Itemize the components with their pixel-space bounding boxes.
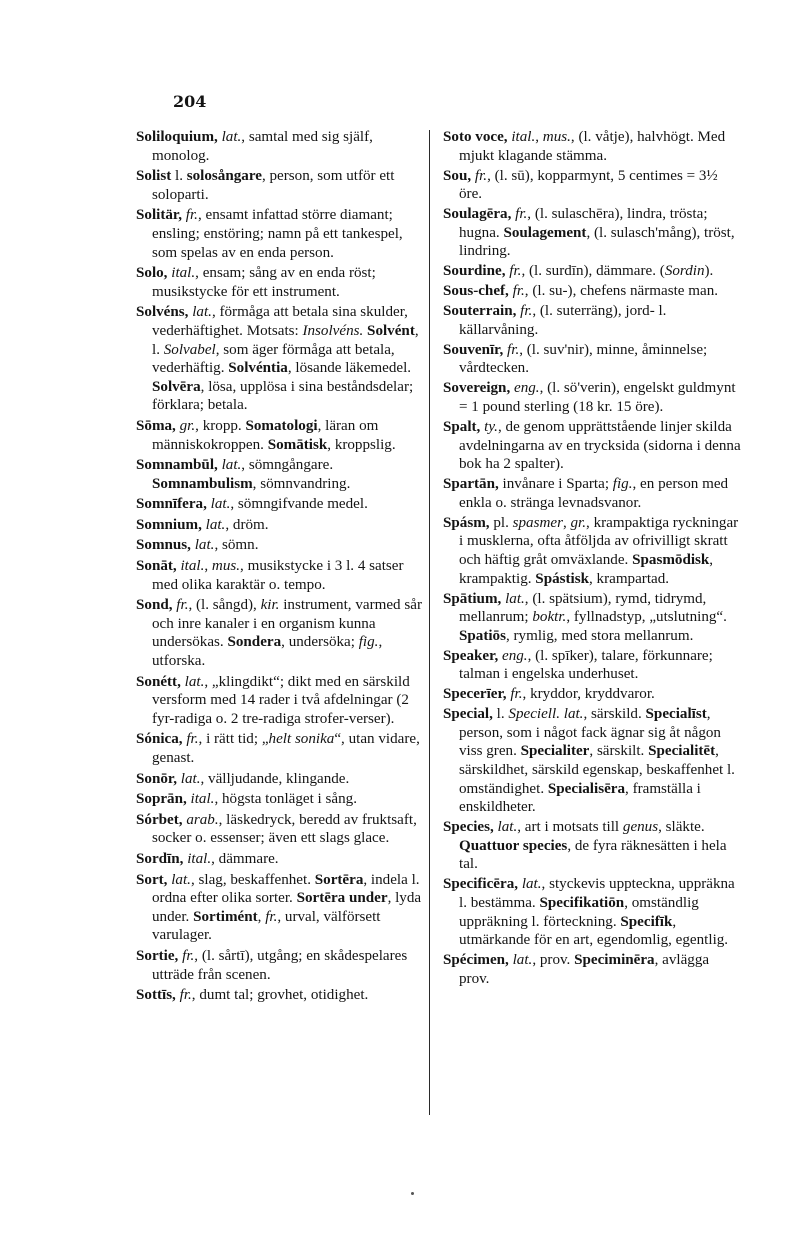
definition-text: , ensam; sång av en enda röst; musikstycke för ett instrument. — [152, 265, 376, 300]
dictionary-entry — [443, 514, 743, 588]
italic-text: fr. — [515, 206, 528, 223]
definition-text: , kropp. — [195, 417, 246, 434]
italic-text: fr. — [509, 263, 522, 280]
italic-text: Solvabel — [163, 341, 216, 358]
italic-text: lat. — [497, 819, 518, 836]
definition-text: , (l. sårtī), utgång; en skådespelares utträde från scenen. — [152, 947, 408, 983]
headword: Solvéntia — [228, 360, 288, 377]
headword: Sordīn, — [136, 850, 184, 867]
headword: Somnīfera, — [136, 496, 207, 513]
dictionary-entry — [136, 730, 426, 767]
italic-text: fr. — [265, 908, 278, 925]
definition-text: , (l. spätsium), rymd, tidrymd, mellanrum; — [459, 590, 707, 626]
headword: Soulagēra, — [443, 206, 512, 223]
headword: Soulagement — [503, 224, 587, 241]
italic-text: ital. — [171, 265, 196, 282]
definition-text: , — [204, 558, 212, 575]
dictionary-entry — [443, 590, 743, 646]
headword: solosångare — [186, 168, 262, 185]
headword: Sonétt, — [136, 673, 181, 690]
headword: Somnambulism — [152, 475, 253, 492]
definition-text: pl. — [489, 514, 513, 531]
definition-text: , omständlig uppräkning l. förteckning. — [459, 895, 699, 930]
headword: Solitär, — [136, 207, 182, 224]
dictionary-entry — [136, 947, 426, 984]
italic-text: fr. — [185, 207, 198, 224]
definition-text: , krampartad. — [589, 570, 670, 587]
definition-text: , l. — [152, 322, 419, 358]
headword: Soto voce, — [443, 129, 508, 145]
headword: Somnium, — [136, 516, 202, 533]
definition-text: , läran om människokroppen. — [152, 417, 379, 453]
definition-text: , läskedryck, beredd av fruktsaft, socker o. essenser; även ett slags glace. — [152, 811, 417, 847]
headword: Speciminēra — [574, 952, 655, 969]
definition-text: instrument, varmed sår och inre kanaler i en organism kunna undersökas. — [152, 597, 422, 651]
dictionary-entry — [443, 685, 743, 704]
italic-text: lat. — [221, 129, 242, 145]
italic-text: fig. — [612, 476, 633, 493]
headword: Quattuor species — [459, 837, 568, 854]
dictionary-entry — [136, 850, 426, 869]
dictionary-entry — [443, 875, 743, 949]
headword: Solvēra — [152, 378, 201, 395]
dictionary-entry — [136, 986, 426, 1005]
dictionary-entry — [443, 167, 743, 204]
italic-text: lat. — [512, 952, 533, 969]
dictionary-entry — [136, 596, 426, 670]
italic-text: ital. — [180, 558, 205, 575]
headword: Specialiter — [520, 743, 590, 760]
italic-text: lat. — [521, 876, 542, 893]
headword: Spātium, — [443, 590, 502, 607]
definition-text: , dämmare. — [211, 850, 279, 867]
definition-text: , — [257, 908, 266, 925]
headword: Specialitēt — [648, 743, 716, 760]
headword: Sondera — [227, 634, 282, 651]
definition-text: , (l. sulaschēra), lindra, trösta; hugna. — [459, 206, 708, 241]
headword: Spécimen, — [443, 952, 509, 969]
headword: Spalt, — [443, 419, 481, 436]
definition-text: , de genom upprättstående linjer skilda avdelningarna av en trycksida (sidorna i denna bok ha 2 spalter). — [459, 419, 741, 473]
definition-text: , utforska. — [152, 634, 383, 670]
headword: Species, — [443, 819, 494, 836]
italic-text: gr. — [179, 417, 196, 434]
headword: Somnus, — [136, 537, 191, 554]
headword: Sourdine, — [443, 263, 506, 280]
italic-text: fr. — [507, 341, 520, 358]
italic-text: Insolvéns. — [302, 322, 364, 339]
italic-text: fr. — [179, 987, 192, 1004]
definition-text: , (l. su-), chefens närmaste man. — [524, 283, 719, 300]
definition-text: , de fyra räknesätten i hela tal. — [459, 837, 727, 873]
headword: Sórbet, — [136, 811, 183, 828]
definition-text: , (l. sångd), — [188, 597, 261, 614]
headword: Somātisk — [267, 436, 328, 453]
italic-text: fr. — [186, 731, 199, 748]
italic-text: spasmer — [512, 514, 563, 531]
definition-text: l. — [492, 706, 509, 723]
definition-text: , fyllnadstyp, „utslutning“. — [566, 609, 727, 626]
italic-text: ital. — [190, 791, 215, 808]
headword: Sortēra — [314, 871, 364, 888]
italic-text: ital. — [511, 129, 536, 145]
left-column — [136, 128, 426, 1007]
definition-text: , ensamt infattad större diamant; ensling; enstöring; namn på ett tankespel, som spelas av en enda person. — [152, 207, 403, 261]
headword: Sōma, — [136, 417, 176, 434]
definition-text: , samtal med sig själf, monolog. — [152, 129, 373, 164]
italic-text: helt sonika — [268, 731, 335, 748]
definition-text: , (l. spīker), talare, förkunnare; talman i engelska underhuset. — [459, 647, 713, 683]
headword: Sovereign, — [443, 380, 511, 397]
italic-text: fr. — [474, 167, 488, 184]
dictionary-entry — [136, 456, 426, 493]
page-speck — [411, 1192, 414, 1195]
definition-text: , kryddor, kryddvaror. — [522, 686, 655, 703]
definition-text: , utmärkande för en art, egendomlig, egentlig. — [459, 913, 729, 949]
italic-text: fig. — [358, 634, 379, 651]
definition-text: , prov. — [532, 952, 575, 969]
definition-text: , särskildhet, särskild egenskap, beskaffenhet l. omständighet. — [459, 743, 735, 797]
definition-text: , „klingdikt“; dikt med en särskild versform med 14 rader i två afdelningar (2 fyr-radiga o. 2 tre-radiga strofer-verser). — [152, 673, 410, 727]
headword: Sou, — [443, 167, 472, 184]
headword: Sonōr, — [136, 770, 177, 787]
dictionary-entry — [136, 673, 426, 729]
headword: Solist — [136, 168, 172, 185]
italic-text: Speciell. — [508, 706, 560, 723]
definition-text: , särskilt. — [589, 743, 649, 760]
italic-text: lat. — [205, 516, 226, 533]
italic-text: lat. — [180, 770, 201, 787]
dictionary-entry — [136, 495, 426, 514]
dictionary-entry — [443, 705, 743, 817]
definition-text: , en person med enkla o. stränga levnadsvanor. — [459, 476, 729, 511]
headword: Solvéns, — [136, 304, 189, 321]
dictionary-entry — [443, 262, 743, 281]
dictionary-entry — [443, 205, 743, 261]
headword: Specificēra, — [443, 876, 519, 893]
headword: Specifikatiōn — [539, 895, 625, 911]
italic-text: lat. — [192, 304, 212, 321]
headword: Solvént — [367, 322, 415, 339]
headword: Soliloquium, — [136, 129, 218, 145]
dictionary-entry — [136, 167, 426, 204]
dictionary-entry — [136, 516, 426, 535]
dictionary-entry — [443, 341, 743, 378]
dictionary-entry — [443, 282, 743, 301]
definition-text: , (l. sö'verin), engelskt guldmynt = 1 pound sterling (18 kr. 15 öre). — [459, 380, 736, 416]
definition-text: , lösa, upplösa i sina beståndsdelar; förklara; betala. — [152, 378, 414, 414]
definition-text: , (l. suterräng), jord- l. källarvåning. — [459, 303, 667, 338]
italic-text: fr. — [520, 303, 533, 320]
definition-text: , (l. sū), kopparmynt, 5 centimes = 3½ öre. — [459, 167, 718, 203]
definition-text: , musikstycke i 3 l. 4 satser med olika karaktär o. tempo. — [152, 558, 404, 593]
headword: Spartān, — [443, 476, 499, 493]
dictionary-entry — [136, 770, 426, 789]
dictionary-entry — [136, 206, 426, 262]
headword: Specifīk — [620, 913, 673, 930]
definition-text: , — [562, 514, 571, 531]
headword: Sond, — [136, 597, 173, 614]
dictionary-entry — [136, 790, 426, 809]
definition-text: , (l. suv'nir), minne, åminnelse; vårdtecken. — [459, 341, 708, 377]
definition-text: , högsta tonläget i sång. — [214, 791, 357, 808]
italic-text: lat. — [505, 590, 525, 607]
definition-text: , krampaktiga ryckningar i musklerna, ofta åtföljda av ofrivilligt skratt och häftig gråt omväxlande. — [459, 514, 739, 568]
headword: Souvenīr, — [443, 341, 504, 358]
dictionary-entry — [136, 417, 426, 454]
headword: Spástisk — [535, 570, 589, 587]
dictionary-entry — [136, 557, 426, 594]
definition-text: , dröm. — [225, 516, 269, 533]
dictionary-entry — [443, 951, 743, 988]
italic-text: lat. — [184, 673, 205, 690]
italic-text: lat. — [171, 871, 191, 888]
headword: Specialisēra — [547, 780, 626, 797]
definition-text: , framställa i enskildheter. — [459, 780, 701, 816]
definition-text: , person, som utför ett soloparti. — [152, 168, 395, 203]
definition-text: , kroppslig. — [327, 436, 396, 453]
italic-text: fr. — [176, 597, 189, 614]
italic-text: ital. — [187, 850, 212, 867]
italic-text: gr. — [570, 514, 587, 531]
page-number: 204 — [173, 92, 207, 111]
italic-text: boktr. — [532, 609, 567, 626]
definition-text: , slag, beskaffenhet. — [190, 871, 315, 888]
definition-text: , undersöka; — [281, 634, 359, 651]
headword: Sónica, — [136, 731, 183, 748]
definition-text: , rymlig, med stora mellanrum. — [505, 627, 694, 644]
headword: Spatiōs — [459, 627, 506, 644]
definition-text: , som äger förmåga att betala, vederhäftig. — [152, 341, 395, 377]
definition-text: , art i motsats till — [517, 819, 623, 836]
italic-text: Sordin — [664, 263, 705, 280]
headword: Sonāt, — [136, 558, 177, 575]
dictionary-entry — [136, 536, 426, 555]
definition-text: , lösande läkemedel. — [287, 360, 412, 377]
dictionary-entry — [136, 264, 426, 301]
column-divider — [429, 130, 430, 1115]
italic-text: ty. — [484, 419, 498, 436]
definition-text: , sömnvandring. — [252, 475, 351, 492]
dictionary-entry — [443, 379, 743, 416]
definition-text: , förmåga att betala sina skulder, vederhäftighet. Motsats: — [152, 304, 408, 339]
definition-text: invånare i Sparta; — [498, 476, 613, 493]
italic-text: arab. — [186, 811, 219, 828]
headword: Soprān, — [136, 791, 187, 808]
dictionary-entry — [443, 475, 743, 512]
italic-text: lat. — [210, 496, 231, 513]
definition-text: , avlägga prov. — [459, 952, 710, 987]
headword: Somatologi — [245, 417, 318, 434]
italic-text: eng. — [514, 380, 540, 397]
headword: Specialīst — [645, 706, 707, 723]
dictionary-entry — [136, 811, 426, 848]
definition-text: , (l. surdīn), dämmare. ( — [521, 263, 665, 280]
headword: Sottīs, — [136, 987, 176, 1004]
definition-text: , person, som i något fack ägnar sig åt någon viss gren. — [459, 706, 721, 760]
italic-text: fr. — [512, 283, 525, 300]
dictionary-entry — [443, 302, 743, 339]
definition-text: , (l. våtje), halvhögt. Med mjukt klagande stämma. — [459, 129, 726, 164]
definition-text: , (l. sulasch'mång), tröst, lindring. — [459, 224, 735, 260]
headword: Sort, — [136, 871, 168, 888]
dictionary-entry — [443, 418, 743, 474]
italic-text: mus. — [542, 129, 571, 145]
definition-text: , sömn. — [214, 537, 259, 554]
italic-text: eng. — [502, 647, 528, 664]
headword: Special, — [443, 706, 493, 723]
headword: Sortie, — [136, 947, 179, 964]
italic-text: mus. — [211, 558, 241, 575]
dictionary-entry — [443, 647, 743, 684]
right-column — [443, 128, 743, 990]
definition-text: , sömngångare. — [241, 457, 334, 474]
headword: Sortēra under — [296, 890, 388, 907]
headword: Souterrain, — [443, 303, 517, 320]
definition-text: , styckevis uppteckna, uppräkna l. bestämma. — [459, 876, 735, 911]
headword: Speaker, — [443, 647, 499, 664]
headword: Solo, — [136, 265, 168, 282]
italic-text: lat. — [221, 457, 242, 474]
definition-text: , i rätt tid; „ — [198, 731, 269, 748]
italic-text: fr. — [510, 686, 523, 703]
headword: Spasmōdisk — [632, 551, 710, 568]
definition-text: , — [535, 129, 543, 145]
headword: Specerīer, — [443, 686, 507, 703]
definition-text: , krampaktig. — [459, 551, 714, 587]
definition-text: l. — [171, 168, 187, 185]
headword: Sortimént — [193, 908, 258, 925]
italic-text: lat. — [194, 537, 215, 554]
dictionary-entry — [136, 128, 426, 165]
dictionary-entry — [443, 818, 743, 874]
definition-text: , sömngifvande medel. — [230, 496, 368, 513]
italic-text: lat. — [563, 706, 584, 723]
definition-text: , urval, välförsett varulager. — [152, 908, 381, 944]
definition-text: ). — [704, 263, 714, 280]
italic-text: fr. — [182, 947, 195, 964]
dictionary-entry — [136, 303, 426, 415]
definition-text: , släkte. — [658, 819, 705, 836]
headword: Somnambūl, — [136, 457, 218, 474]
headword: Spásm, — [443, 514, 490, 531]
italic-text: kir. — [260, 597, 280, 614]
definition-text: , lyda under. — [152, 890, 422, 925]
definition-text: , indela l. ordna efter olika sorter. — [152, 871, 420, 907]
dictionary-entry — [136, 871, 426, 945]
dictionary-entry — [443, 128, 743, 165]
definition-text: , dumt tal; grovhet, otidighet. — [191, 987, 369, 1004]
definition-text: “, utan vidare, genast. — [152, 731, 420, 766]
definition-text: , välljudande, klingande. — [200, 770, 350, 787]
definition-text: , särskild. — [583, 706, 646, 723]
headword: Sous-chef, — [443, 283, 509, 300]
italic-text: genus — [622, 819, 659, 836]
